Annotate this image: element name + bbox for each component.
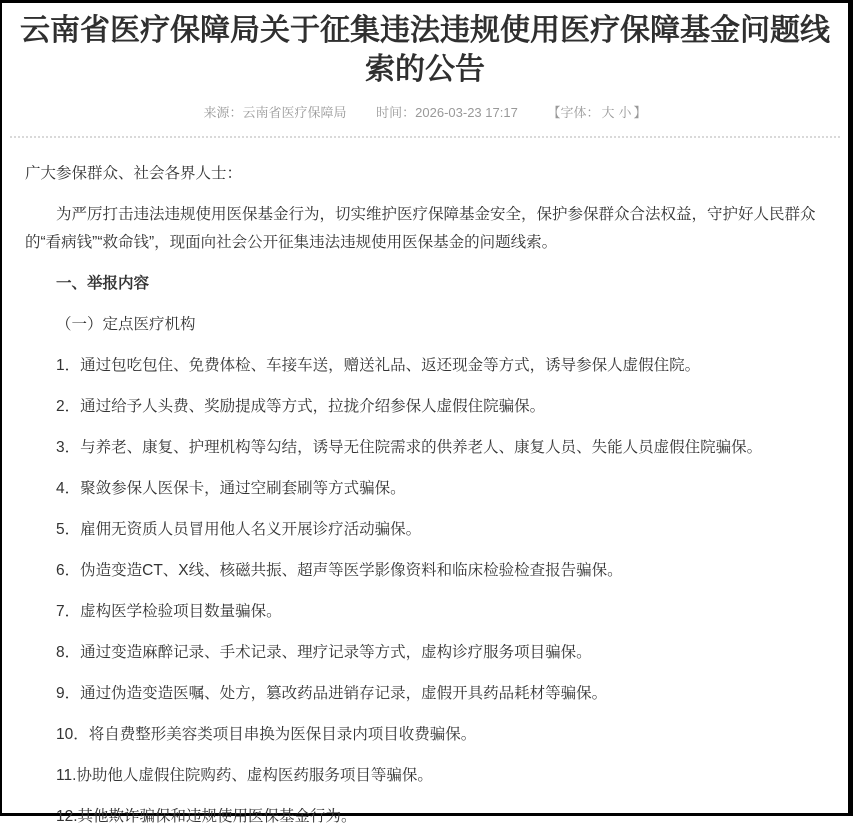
font-size-large-button[interactable]: 大	[601, 105, 615, 120]
report-item-6: 6．伪造变造CT、X线、核磁共振、超声等医学影像资料和临床检验检查报告骗保。	[56, 562, 623, 579]
meta-font-label: 【字体：	[547, 105, 600, 120]
font-size-small-button[interactable]: 小	[618, 105, 632, 120]
report-item-9: 9．通过伪造变造医嘱、处方，篡改药品进销存记录，虚假开具药品耗材等骗保。	[56, 685, 608, 702]
article-body	[2, 138, 848, 831]
meta-time-label: 时间：	[376, 105, 416, 120]
article-meta	[2, 102, 848, 121]
meta-time	[376, 102, 518, 121]
meta-source	[203, 102, 346, 121]
meta-font-size-control	[547, 102, 646, 121]
report-item-7: 7．虚构医学检验项目数量骗保。	[56, 603, 282, 620]
report-item-12: 12.其他欺诈骗保和违规使用医保基金行为。	[56, 808, 357, 825]
article-header	[2, 3, 848, 138]
subsection-1-heading: （一）定点医疗机构	[56, 316, 196, 333]
meta-font-bracket-close: 】	[633, 105, 647, 120]
salutation: 广大参保群众、社会各界人士：	[25, 165, 243, 182]
report-item-11: 11.协助他人虚假住院购药、虚构医药服务项目等骗保。	[56, 767, 433, 784]
report-item-2: 2．通过给予人头费、奖励提成等方式，拉拢介绍参保人虚假住院骗保。	[56, 398, 546, 415]
meta-time-value: 2026-03-23 17:17	[415, 105, 518, 120]
meta-source-label: 来源：	[203, 105, 243, 120]
page-title: 云南省医疗保障局关于征集违法违规使用医疗保障基金问题线索的公告	[20, 14, 830, 86]
report-item-4: 4．聚敛参保人医保卡，通过空刷套刷等方式骗保。	[56, 480, 406, 497]
report-item-5: 5．雇佣无资质人员冒用他人名义开展诊疗活动骗保。	[56, 521, 422, 538]
report-item-10: 10．将自费整形美容类项目串换为医保目录内项目收费骗保。	[56, 726, 477, 743]
meta-source-value: 云南省医疗保障局	[242, 105, 347, 120]
report-item-3: 3．与养老、康复、护理机构等勾结，诱导无住院需求的供养老人、康复人员、失能人员虚假住院骗保。	[56, 439, 763, 456]
report-item-1: 1．通过包吃包住、免费体检、车接车送，赠送礼品、返还现金等方式，诱导参保人虚假住院。	[56, 357, 701, 374]
section-1-heading: 一、举报内容	[56, 275, 150, 292]
intro-paragraph: 为严厉打击违法违规使用医保基金行为，切实维护医疗保障基金安全，保护参保群众合法权益，守护好人民群众的“看病钱”“救命钱”，现面向社会公开征集违法违规使用医保基金的问题线索。	[25, 206, 816, 251]
report-item-8: 8．通过变造麻醉记录、手术记录、理疗记录等方式，虚构诊疗服务项目骗保。	[56, 644, 592, 661]
